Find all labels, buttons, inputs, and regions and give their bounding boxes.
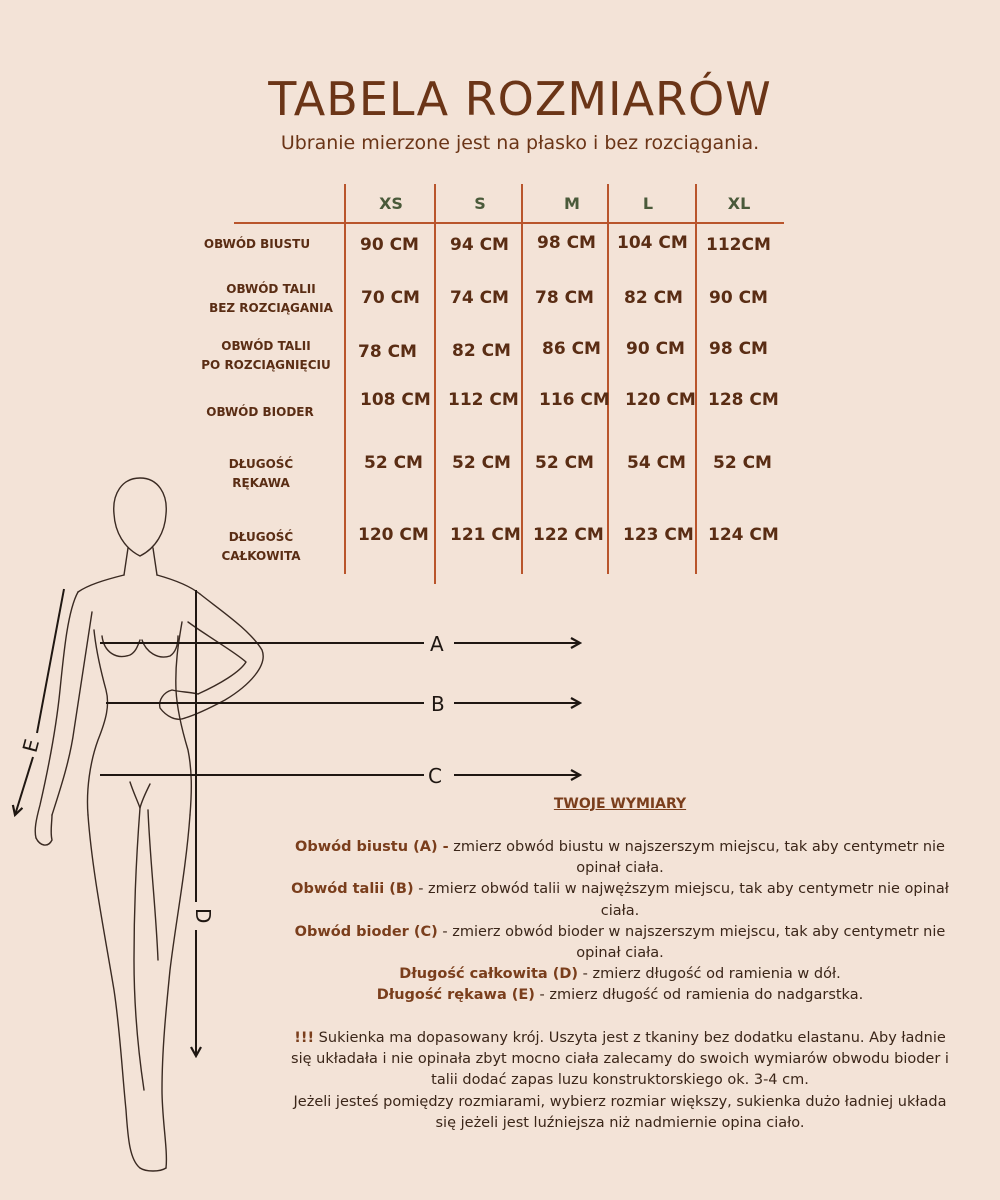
instruction-text: zmierz obwód biustu w najszerszym miejscu, tak aby centymetr nie opinał ciała. — [448, 839, 945, 877]
instruction-text: - zmierz długość od ramienia do nadgarstka. — [534, 987, 864, 1004]
left-hand-outline — [36, 815, 52, 845]
instruction-hips — [290, 922, 950, 964]
hip-outline — [130, 782, 150, 808]
size-header-xl: XL — [727, 194, 751, 213]
instruction-sleeve-length — [290, 985, 950, 1006]
body-silhouette — [35, 478, 263, 1171]
row-label-line: RĘKAWA — [232, 476, 290, 490]
row-label-line: BEZ ROZCIĄGANIA — [209, 301, 333, 315]
table-cell: 86 CM — [542, 339, 601, 359]
fit-note — [290, 1028, 950, 1134]
table-cell: 108 CM — [360, 390, 431, 410]
measure-label-b: B — [431, 692, 445, 716]
note-text: Jeżeli jesteś pomiędzy rozmiarami, wybierz rozmiar większy, sukienka dużo ładniej układa się jeżeli jest luźniejsza niż nadmiernie opina ciało. — [293, 1093, 947, 1131]
note-marker: !!! — [294, 1030, 315, 1046]
row-label-line: PO ROZCIĄGNIĘCIU — [201, 358, 331, 372]
table-cell: 128 CM — [708, 390, 779, 410]
measure-label-d: D — [191, 908, 215, 924]
measure-label-e: E — [17, 736, 45, 755]
page-subtitle: Ubranie mierzone jest na płasko i bez rozciągania. — [280, 132, 760, 154]
table-cell: 74 CM — [450, 288, 509, 308]
instruction-term: Obwód talii (B) — [291, 881, 414, 898]
table-cell: 54 CM — [627, 453, 686, 473]
table-cell: 104 CM — [617, 233, 688, 253]
table-cell: 70 CM — [361, 288, 420, 308]
measure-label-a: A — [430, 632, 444, 656]
note-text: Sukienka ma dopasowany krój. Uszyta jest z tkaniny bez dodatku elastanu. Aby ładnie się układała i nie opinała zbyt mocno ciała zalecamy do swoich wymiarów obwodu bioder i talii dodać zapas luzu konstruktorskiego ok. 3-4 cm. — [291, 1030, 949, 1089]
row-label-line: DŁUGOŚĆ — [228, 530, 294, 544]
table-cell: 98 CM — [709, 339, 768, 359]
table-cell: 52 CM — [713, 453, 772, 473]
table-cell: 112 CM — [448, 390, 519, 410]
table-cell: 123 CM — [623, 525, 694, 545]
table-cell: 112CM — [706, 235, 771, 255]
bust-outline — [102, 636, 178, 657]
row-label-line: DŁUGOŚĆ — [228, 457, 294, 471]
table-cell: 52 CM — [535, 453, 594, 473]
page-title: TABELA ROZMIARÓW — [268, 72, 772, 126]
left-arm-outline — [35, 592, 92, 838]
size-header-s: S — [474, 194, 486, 213]
table-cell: 124 CM — [708, 525, 779, 545]
table-cell: 122 CM — [533, 525, 604, 545]
table-cell: 78 CM — [535, 288, 594, 308]
head-outline — [114, 478, 167, 556]
size-header-m: M — [564, 194, 580, 213]
table-cell: 82 CM — [624, 288, 683, 308]
measurement-instructions — [290, 837, 950, 1007]
instruction-term: Długość całkowita (D) — [399, 966, 579, 983]
instruction-text: - zmierz obwód talii w najwęższym miejscu, tak aby centymetr nie opinał ciała. — [413, 881, 949, 919]
table-cell: 52 CM — [452, 453, 511, 473]
table-cell: 94 CM — [450, 235, 509, 255]
feet-outline — [140, 1168, 166, 1171]
table-cell: 90 CM — [626, 339, 685, 359]
size-header-xs: XS — [379, 194, 403, 213]
right-leg-outline — [148, 810, 190, 1168]
table-cell: 78 CM — [358, 342, 417, 362]
size-header-l: L — [642, 194, 654, 213]
row-label-line: OBWÓD TALII — [221, 339, 311, 353]
instruction-term: Obwód bioder (C) — [294, 923, 438, 940]
row-label-line: OBWÓD BIODER — [206, 405, 314, 419]
measure-label-c: C — [428, 764, 442, 788]
row-label-line: CAŁKOWITA — [221, 549, 301, 563]
table-cell: 90 CM — [360, 235, 419, 255]
torso-left-outline — [87, 630, 107, 815]
table-cell: 116 CM — [539, 390, 610, 410]
instruction-text: - zmierz obwód bioder w najszerszym miejscu, tak aby centymetr nie opinał ciała. — [437, 923, 946, 962]
table-cell: 121 CM — [450, 525, 521, 545]
neck-outline — [124, 548, 157, 575]
table-cell: 90 CM — [709, 288, 768, 308]
shoulders-outline — [78, 575, 200, 594]
row-label-line: OBWÓD BIUSTU — [203, 237, 311, 251]
instruction-term: Długość rękawa (E) — [376, 987, 535, 1004]
instruction-waist — [290, 879, 950, 921]
measure-line-e-top — [37, 589, 64, 733]
table-cell: 120 CM — [358, 525, 429, 545]
table-cell: 98 CM — [537, 233, 596, 253]
table-cell: 82 CM — [452, 341, 511, 361]
measure-line-e-bottom — [15, 757, 33, 815]
instruction-total-length — [290, 964, 950, 985]
instruction-bust — [290, 837, 950, 879]
table-cell: 120 CM — [625, 390, 696, 410]
instruction-text: - zmierz długość od ramienia w dół. — [578, 966, 841, 983]
left-leg-outline — [88, 808, 144, 1168]
measurements-heading: TWOJE WYMIARY — [553, 796, 687, 812]
instruction-term: Obwód biustu (A) - — [295, 839, 449, 855]
table-cell: 52 CM — [364, 453, 423, 473]
row-label-line: OBWÓD TALII — [226, 282, 316, 296]
